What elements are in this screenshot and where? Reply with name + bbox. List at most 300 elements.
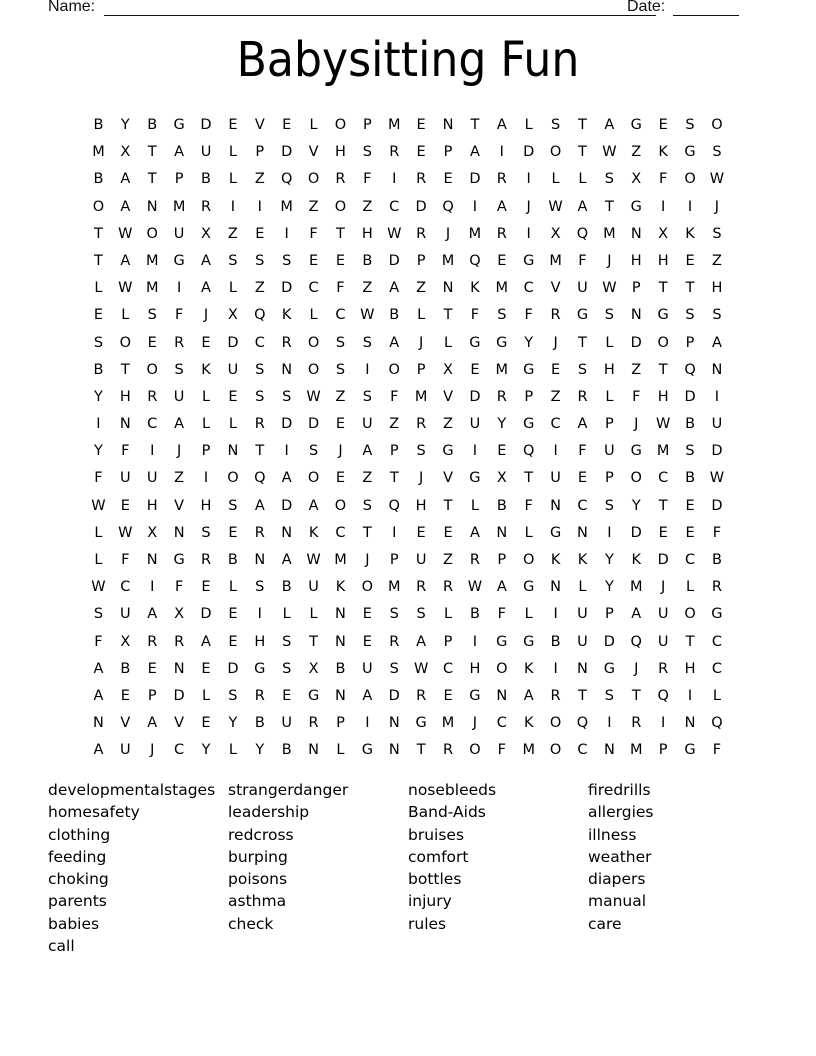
- grid-cell[interactable]: E: [147, 334, 157, 351]
- grid-cell[interactable]: E: [443, 171, 453, 188]
- grid-cell[interactable]: N: [496, 524, 508, 541]
- grid-cell[interactable]: X: [308, 660, 319, 677]
- grid-cell[interactable]: G: [576, 307, 589, 324]
- grid-cell[interactable]: X: [443, 361, 453, 378]
- grid-cell[interactable]: R: [416, 416, 427, 433]
- grid-cell[interactable]: B: [550, 633, 561, 650]
- grid-cell[interactable]: H: [630, 252, 642, 269]
- grid-cell[interactable]: B: [201, 171, 211, 188]
- grid-cell[interactable]: F: [174, 307, 184, 324]
- grid-cell[interactable]: E: [147, 660, 157, 677]
- grid-cell[interactable]: G: [657, 307, 669, 324]
- grid-cell[interactable]: R: [308, 715, 319, 732]
- grid-cell[interactable]: M: [280, 198, 293, 215]
- grid-cell[interactable]: L: [524, 606, 533, 623]
- grid-cell[interactable]: F: [578, 252, 587, 269]
- grid-cell[interactable]: E: [228, 606, 238, 623]
- grid-cell[interactable]: S: [201, 524, 211, 541]
- grid-cell[interactable]: G: [496, 334, 508, 351]
- grid-cell[interactable]: S: [362, 388, 372, 405]
- grid-cell[interactable]: S: [604, 497, 614, 514]
- grid-cell[interactable]: P: [631, 280, 641, 297]
- grid-cell[interactable]: G: [523, 252, 535, 269]
- grid-cell[interactable]: N: [335, 687, 346, 704]
- grid-cell[interactable]: M: [656, 443, 670, 460]
- grid-cell[interactable]: S: [550, 117, 561, 133]
- grid-cell[interactable]: T: [443, 307, 453, 324]
- grid-cell[interactable]: S: [712, 307, 722, 324]
- grid-cell[interactable]: A: [93, 687, 104, 704]
- grid-cell[interactable]: Q: [576, 225, 589, 242]
- grid-cell[interactable]: S: [255, 252, 265, 269]
- grid-cell[interactable]: S: [712, 225, 722, 242]
- grid-cell[interactable]: L: [228, 171, 237, 188]
- grid-cell[interactable]: G: [711, 606, 723, 623]
- grid-cell[interactable]: E: [362, 633, 372, 650]
- grid-cell[interactable]: T: [578, 334, 587, 351]
- grid-cell[interactable]: D: [630, 334, 642, 351]
- grid-cell[interactable]: O: [307, 470, 320, 487]
- grid-cell[interactable]: P: [416, 252, 426, 269]
- grid-cell[interactable]: P: [658, 742, 668, 759]
- grid-cell[interactable]: G: [442, 443, 454, 460]
- grid-cell[interactable]: J: [661, 579, 666, 596]
- grid-cell[interactable]: G: [603, 660, 615, 677]
- grid-cell[interactable]: U: [604, 443, 615, 460]
- grid-cell[interactable]: A: [631, 606, 642, 623]
- grid-cell[interactable]: C: [711, 660, 722, 677]
- grid-cell[interactable]: Y: [228, 715, 238, 732]
- grid-cell[interactable]: G: [361, 742, 373, 759]
- grid-cell[interactable]: G: [523, 579, 535, 596]
- grid-cell[interactable]: A: [711, 334, 722, 351]
- grid-cell[interactable]: S: [255, 361, 265, 378]
- grid-cell[interactable]: Y: [255, 742, 265, 759]
- grid-cell[interactable]: S: [93, 334, 104, 351]
- grid-cell[interactable]: O: [119, 334, 132, 351]
- grid-cell[interactable]: L: [228, 280, 237, 297]
- grid-cell[interactable]: R: [281, 334, 292, 351]
- grid-cell[interactable]: N: [308, 742, 319, 759]
- grid-cell[interactable]: A: [469, 524, 480, 541]
- grid-cell[interactable]: L: [685, 579, 695, 596]
- grid-cell[interactable]: E: [335, 252, 346, 269]
- grid-cell[interactable]: O: [146, 225, 158, 242]
- grid-cell[interactable]: X: [174, 606, 185, 623]
- grid-cell[interactable]: M: [387, 117, 401, 133]
- grid-cell[interactable]: G: [630, 443, 642, 460]
- grid-cell[interactable]: D: [711, 443, 723, 460]
- grid-cell[interactable]: U: [469, 416, 481, 433]
- grid-cell[interactable]: K: [281, 307, 292, 324]
- grid-cell[interactable]: G: [523, 361, 535, 378]
- grid-cell[interactable]: C: [120, 579, 131, 596]
- grid-cell[interactable]: P: [147, 687, 157, 704]
- grid-cell[interactable]: Z: [711, 252, 722, 269]
- grid-cell[interactable]: P: [389, 552, 399, 568]
- grid-cell[interactable]: P: [255, 144, 265, 161]
- grid-cell[interactable]: H: [361, 225, 373, 242]
- grid-cell[interactable]: Y: [120, 117, 130, 133]
- grid-cell[interactable]: I: [661, 198, 666, 215]
- grid-cell[interactable]: R: [174, 334, 185, 351]
- grid-cell[interactable]: T: [658, 280, 668, 297]
- grid-cell[interactable]: B: [281, 579, 292, 596]
- grid-cell[interactable]: K: [685, 225, 695, 242]
- grid-cell[interactable]: R: [416, 579, 427, 596]
- grid-cell[interactable]: K: [335, 579, 346, 596]
- grid-cell[interactable]: U: [308, 579, 319, 596]
- grid-cell[interactable]: H: [657, 388, 669, 405]
- grid-cell[interactable]: E: [685, 524, 695, 541]
- grid-cell[interactable]: Y: [94, 443, 103, 460]
- grid-cell[interactable]: N: [550, 579, 562, 596]
- grid-cell[interactable]: U: [227, 361, 239, 378]
- grid-cell[interactable]: F: [470, 307, 480, 324]
- grid-cell[interactable]: H: [657, 252, 669, 269]
- grid-cell[interactable]: R: [200, 552, 212, 568]
- grid-cell[interactable]: L: [712, 687, 721, 704]
- grid-cell[interactable]: S: [93, 606, 104, 623]
- grid-cell[interactable]: W: [548, 198, 563, 215]
- grid-cell[interactable]: O: [307, 334, 320, 351]
- grid-cell[interactable]: G: [469, 334, 481, 351]
- grid-cell[interactable]: P: [362, 117, 372, 133]
- grid-cell[interactable]: L: [282, 606, 291, 623]
- grid-cell[interactable]: S: [685, 307, 695, 324]
- grid-cell[interactable]: X: [147, 524, 158, 541]
- grid-cell[interactable]: X: [550, 225, 561, 242]
- grid-cell[interactable]: O: [496, 660, 508, 677]
- grid-cell[interactable]: M: [495, 361, 509, 378]
- grid-cell[interactable]: E: [120, 687, 130, 704]
- grid-cell[interactable]: Y: [201, 742, 211, 759]
- grid-cell[interactable]: P: [336, 715, 345, 732]
- grid-cell[interactable]: W: [655, 416, 671, 433]
- grid-cell[interactable]: K: [308, 524, 319, 541]
- grid-cell[interactable]: B: [254, 715, 265, 732]
- grid-cell[interactable]: Q: [254, 307, 266, 324]
- grid-cell[interactable]: D: [281, 416, 293, 433]
- grid-cell[interactable]: L: [121, 307, 130, 324]
- grid-cell[interactable]: A: [389, 280, 400, 297]
- grid-cell[interactable]: E: [362, 606, 372, 623]
- grid-cell[interactable]: A: [469, 144, 480, 161]
- grid-cell[interactable]: D: [523, 144, 535, 161]
- grid-cell[interactable]: I: [150, 579, 155, 596]
- grid-cell[interactable]: R: [254, 524, 265, 541]
- grid-cell[interactable]: D: [307, 416, 320, 433]
- grid-cell[interactable]: I: [365, 361, 370, 378]
- grid-cell[interactable]: Z: [254, 171, 265, 188]
- grid-cell[interactable]: R: [147, 388, 158, 405]
- grid-cell[interactable]: H: [469, 660, 481, 677]
- grid-cell[interactable]: E: [228, 633, 238, 650]
- grid-cell[interactable]: G: [254, 660, 266, 677]
- grid-cell[interactable]: V: [443, 388, 453, 405]
- grid-cell[interactable]: O: [549, 715, 562, 732]
- grid-cell[interactable]: E: [228, 388, 238, 405]
- grid-cell[interactable]: I: [607, 524, 612, 541]
- grid-cell[interactable]: O: [657, 334, 669, 351]
- grid-cell[interactable]: R: [335, 171, 346, 188]
- grid-cell[interactable]: F: [363, 171, 372, 188]
- grid-cell[interactable]: F: [336, 280, 345, 297]
- grid-cell[interactable]: G: [496, 633, 508, 650]
- grid-cell[interactable]: O: [684, 171, 696, 188]
- grid-cell[interactable]: G: [523, 633, 535, 650]
- grid-cell[interactable]: E: [416, 144, 426, 161]
- grid-cell[interactable]: W: [91, 579, 106, 596]
- grid-cell[interactable]: E: [685, 252, 695, 269]
- grid-cell[interactable]: M: [172, 198, 186, 215]
- grid-cell[interactable]: O: [684, 606, 696, 623]
- grid-cell[interactable]: C: [174, 742, 185, 759]
- grid-cell[interactable]: M: [630, 579, 643, 596]
- grid-cell[interactable]: A: [362, 443, 373, 460]
- grid-cell[interactable]: Z: [335, 388, 346, 405]
- grid-cell[interactable]: N: [281, 361, 293, 378]
- grid-cell[interactable]: V: [308, 144, 319, 161]
- grid-cell[interactable]: F: [174, 579, 184, 596]
- grid-cell[interactable]: R: [711, 579, 722, 596]
- grid-cell[interactable]: A: [281, 552, 292, 568]
- grid-cell[interactable]: M: [92, 144, 105, 161]
- grid-cell[interactable]: L: [94, 280, 103, 297]
- grid-cell[interactable]: C: [254, 334, 265, 351]
- grid-cell[interactable]: A: [362, 687, 373, 704]
- grid-cell[interactable]: J: [418, 470, 424, 487]
- grid-cell[interactable]: G: [684, 144, 696, 161]
- grid-cell[interactable]: S: [335, 361, 346, 378]
- grid-cell[interactable]: A: [120, 171, 131, 188]
- grid-cell[interactable]: F: [309, 225, 318, 242]
- grid-cell[interactable]: F: [121, 443, 130, 460]
- grid-cell[interactable]: L: [228, 742, 237, 759]
- grid-cell[interactable]: K: [631, 552, 642, 568]
- grid-cell[interactable]: K: [550, 552, 561, 568]
- grid-cell[interactable]: V: [254, 117, 265, 133]
- grid-cell[interactable]: X: [227, 307, 238, 324]
- grid-cell[interactable]: S: [389, 660, 399, 677]
- grid-cell[interactable]: D: [630, 524, 642, 541]
- grid-cell[interactable]: U: [173, 388, 185, 405]
- grid-cell[interactable]: N: [281, 524, 293, 541]
- grid-cell[interactable]: L: [605, 334, 614, 351]
- grid-cell[interactable]: P: [389, 443, 399, 460]
- grid-cell[interactable]: D: [227, 334, 239, 351]
- grid-cell[interactable]: I: [257, 606, 262, 623]
- grid-cell[interactable]: Z: [362, 470, 373, 487]
- grid-cell[interactable]: Z: [631, 361, 642, 378]
- grid-cell[interactable]: J: [365, 552, 370, 568]
- grid-cell[interactable]: Y: [604, 579, 614, 596]
- grid-cell[interactable]: F: [658, 171, 668, 188]
- grid-cell[interactable]: D: [281, 497, 293, 514]
- grid-cell[interactable]: O: [549, 144, 562, 161]
- grid-cell[interactable]: E: [497, 252, 507, 269]
- grid-cell[interactable]: X: [496, 470, 507, 487]
- grid-cell[interactable]: S: [604, 307, 614, 324]
- grid-cell[interactable]: J: [714, 198, 720, 215]
- grid-cell[interactable]: E: [120, 497, 130, 514]
- grid-cell[interactable]: T: [94, 225, 103, 242]
- grid-cell[interactable]: S: [282, 252, 292, 269]
- grid-cell[interactable]: N: [630, 307, 642, 324]
- grid-cell[interactable]: E: [416, 117, 426, 133]
- grid-cell[interactable]: G: [173, 252, 185, 269]
- grid-cell[interactable]: W: [360, 307, 375, 324]
- grid-cell[interactable]: T: [685, 633, 695, 650]
- grid-cell[interactable]: T: [309, 633, 318, 650]
- grid-cell[interactable]: I: [553, 606, 558, 623]
- grid-cell[interactable]: S: [255, 388, 265, 405]
- grid-cell[interactable]: C: [308, 280, 319, 297]
- grid-cell[interactable]: R: [550, 687, 561, 704]
- grid-cell[interactable]: B: [335, 660, 346, 677]
- grid-cell[interactable]: R: [254, 416, 265, 433]
- grid-cell[interactable]: S: [604, 687, 614, 704]
- grid-cell[interactable]: F: [94, 633, 103, 650]
- grid-cell[interactable]: D: [684, 388, 696, 405]
- grid-cell[interactable]: Y: [524, 334, 534, 351]
- grid-cell[interactable]: S: [308, 443, 319, 460]
- grid-cell[interactable]: L: [551, 171, 560, 188]
- grid-cell[interactable]: L: [228, 144, 237, 161]
- grid-cell[interactable]: X: [120, 144, 131, 161]
- grid-cell[interactable]: V: [120, 715, 131, 732]
- grid-cell[interactable]: Z: [308, 198, 319, 215]
- grid-cell[interactable]: J: [150, 742, 155, 759]
- grid-cell[interactable]: E: [335, 416, 346, 433]
- grid-cell[interactable]: C: [496, 715, 507, 732]
- grid-cell[interactable]: X: [120, 633, 131, 650]
- grid-cell[interactable]: J: [634, 416, 639, 433]
- grid-cell[interactable]: N: [577, 524, 588, 541]
- grid-cell[interactable]: E: [335, 470, 346, 487]
- grid-cell[interactable]: I: [203, 470, 209, 487]
- grid-cell[interactable]: O: [307, 171, 320, 188]
- grid-cell[interactable]: F: [712, 524, 722, 541]
- grid-cell[interactable]: L: [524, 117, 533, 133]
- grid-cell[interactable]: U: [415, 552, 427, 568]
- grid-cell[interactable]: Q: [469, 252, 481, 269]
- grid-cell[interactable]: S: [228, 497, 238, 514]
- grid-cell[interactable]: P: [604, 606, 614, 623]
- grid-cell[interactable]: H: [711, 280, 723, 297]
- grid-cell[interactable]: I: [392, 171, 397, 188]
- grid-cell[interactable]: R: [469, 552, 480, 568]
- grid-cell[interactable]: C: [147, 416, 158, 433]
- grid-cell[interactable]: S: [174, 361, 184, 378]
- grid-cell[interactable]: I: [553, 660, 558, 677]
- grid-cell[interactable]: C: [335, 307, 346, 324]
- grid-cell[interactable]: N: [630, 225, 642, 242]
- grid-cell[interactable]: A: [254, 497, 265, 514]
- grid-cell[interactable]: V: [550, 280, 561, 297]
- grid-cell[interactable]: J: [553, 334, 558, 351]
- grid-cell[interactable]: N: [335, 633, 346, 650]
- grid-cell[interactable]: D: [227, 660, 239, 677]
- grid-cell[interactable]: R: [416, 687, 427, 704]
- grid-cell[interactable]: T: [94, 252, 103, 269]
- grid-cell[interactable]: D: [281, 280, 293, 297]
- date-blank-line[interactable]: [673, 15, 739, 16]
- grid-cell[interactable]: U: [173, 225, 185, 242]
- grid-cell[interactable]: H: [335, 144, 346, 161]
- grid-cell[interactable]: Z: [174, 470, 185, 487]
- grid-cell[interactable]: Z: [631, 144, 642, 161]
- grid-cell[interactable]: X: [658, 225, 669, 242]
- grid-cell[interactable]: S: [389, 606, 399, 623]
- grid-cell[interactable]: I: [661, 715, 666, 732]
- grid-cell[interactable]: M: [630, 742, 643, 759]
- grid-cell[interactable]: I: [96, 416, 101, 433]
- grid-cell[interactable]: K: [658, 144, 668, 161]
- grid-cell[interactable]: E: [93, 307, 104, 324]
- grid-cell[interactable]: P: [524, 388, 534, 405]
- grid-cell[interactable]: I: [176, 280, 182, 297]
- grid-cell[interactable]: E: [201, 579, 211, 596]
- grid-cell[interactable]: P: [685, 334, 695, 351]
- grid-cell[interactable]: W: [602, 280, 617, 297]
- grid-cell[interactable]: R: [147, 633, 158, 650]
- grid-cell[interactable]: M: [145, 252, 159, 269]
- grid-cell[interactable]: Q: [576, 715, 589, 732]
- grid-cell[interactable]: A: [93, 742, 104, 759]
- grid-cell[interactable]: C: [577, 742, 588, 759]
- grid-cell[interactable]: C: [684, 552, 696, 568]
- grid-cell[interactable]: T: [389, 470, 399, 487]
- grid-cell[interactable]: Y: [497, 416, 507, 433]
- grid-cell[interactable]: Z: [254, 280, 265, 297]
- grid-cell[interactable]: S: [712, 144, 722, 161]
- grid-cell[interactable]: S: [362, 334, 372, 351]
- grid-cell[interactable]: R: [200, 198, 212, 215]
- grid-cell[interactable]: E: [443, 524, 453, 541]
- grid-cell[interactable]: I: [472, 443, 478, 460]
- grid-cell[interactable]: L: [228, 579, 237, 596]
- grid-cell[interactable]: T: [120, 361, 130, 378]
- grid-cell[interactable]: T: [658, 361, 668, 378]
- grid-cell[interactable]: O: [307, 361, 320, 378]
- grid-cell[interactable]: I: [472, 198, 478, 215]
- grid-cell[interactable]: O: [92, 198, 105, 215]
- grid-cell[interactable]: A: [496, 198, 507, 215]
- grid-cell[interactable]: A: [496, 117, 507, 133]
- grid-cell[interactable]: I: [150, 443, 155, 460]
- grid-cell[interactable]: E: [416, 524, 426, 541]
- grid-cell[interactable]: Y: [94, 388, 103, 405]
- grid-cell[interactable]: N: [173, 524, 185, 541]
- grid-cell[interactable]: G: [630, 117, 642, 133]
- grid-cell[interactable]: T: [336, 225, 345, 242]
- grid-cell[interactable]: P: [443, 144, 453, 161]
- grid-cell[interactable]: G: [469, 470, 481, 487]
- grid-cell[interactable]: U: [550, 470, 561, 487]
- grid-cell[interactable]: P: [604, 416, 614, 433]
- grid-cell[interactable]: I: [284, 225, 289, 242]
- grid-cell[interactable]: K: [577, 552, 588, 568]
- grid-cell[interactable]: E: [308, 252, 319, 269]
- grid-cell[interactable]: T: [578, 687, 587, 704]
- grid-cell[interactable]: I: [526, 225, 531, 242]
- grid-cell[interactable]: Q: [684, 361, 696, 378]
- grid-cell[interactable]: A: [523, 687, 534, 704]
- grid-cell[interactable]: G: [173, 552, 185, 568]
- grid-cell[interactable]: A: [201, 280, 211, 297]
- grid-cell[interactable]: E: [255, 225, 265, 242]
